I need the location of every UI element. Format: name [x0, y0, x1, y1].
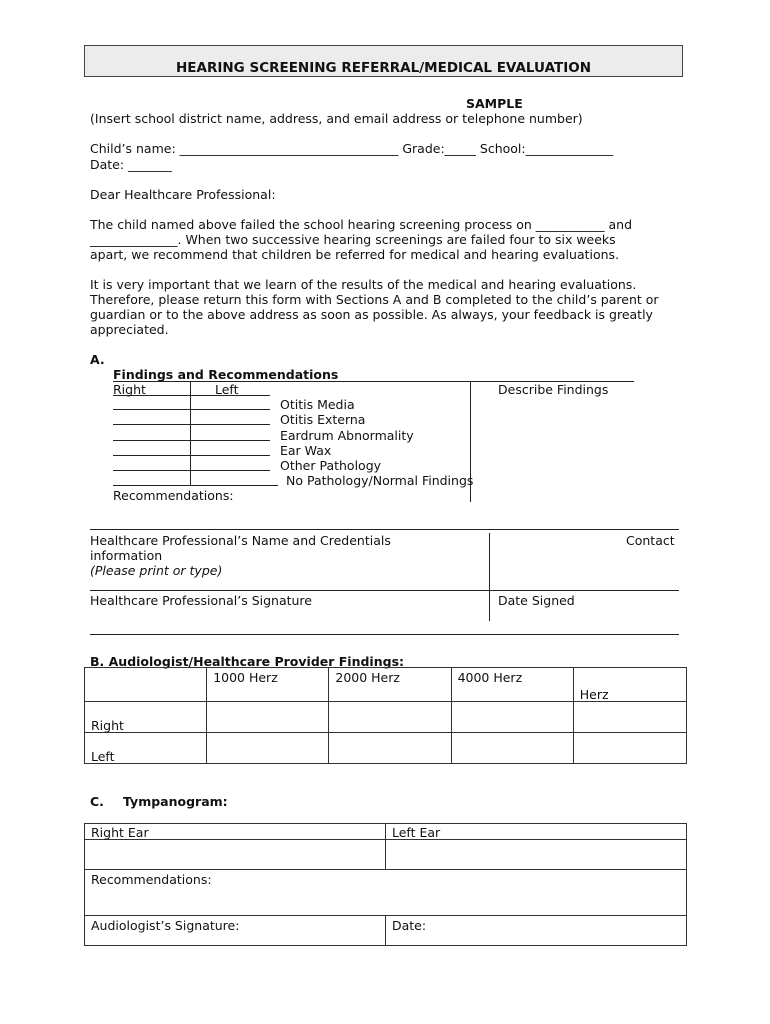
- table-cell[interactable]: [329, 733, 451, 764]
- table-cell[interactable]: [451, 702, 573, 733]
- finding-blank[interactable]: [113, 470, 270, 471]
- title-box: [84, 45, 683, 77]
- left-ear-header: Left Ear: [386, 824, 687, 840]
- row-label: Left: [85, 733, 207, 764]
- finding-blank[interactable]: [113, 409, 270, 410]
- prof-bottom-rule: [90, 634, 679, 635]
- table-cell[interactable]: [573, 733, 686, 764]
- table-cell[interactable]: [207, 702, 329, 733]
- finding-eardrum: Eardrum Abnormality: [280, 428, 414, 443]
- finding-otitis-externa: Otitis Externa: [280, 412, 366, 427]
- prof-name-label: Healthcare Professional’s Name and Credentials: [90, 533, 391, 548]
- prof-name-hint: (Please print or type): [90, 563, 223, 578]
- contact-label: Contact: [626, 533, 675, 548]
- tympanogram-table: [84, 823, 687, 946]
- describe-findings-label: Describe Findings: [498, 382, 609, 397]
- finding-blank[interactable]: [113, 455, 270, 456]
- column-header: 2000 Herz: [329, 668, 451, 702]
- prof-signature-label: Healthcare Professional’s Signature: [90, 593, 312, 608]
- insert-note: (Insert school district name, address, and email address or telephone number): [90, 111, 583, 126]
- section-c-label: C.: [90, 794, 104, 809]
- col-right-label: Right: [113, 382, 146, 397]
- para2-line1: It is very important that we learn of the results of the medical and hearing evaluations.: [90, 277, 637, 292]
- audiologist-date-cell[interactable]: Date:: [386, 916, 687, 946]
- greeting: Dear Healthcare Professional:: [90, 187, 276, 202]
- table-cell[interactable]: [451, 733, 573, 764]
- finding-blank[interactable]: [113, 424, 270, 425]
- form-title: HEARING SCREENING REFERRAL/MEDICAL EVALUATION: [176, 60, 591, 76]
- prof-top-rule: [90, 529, 679, 530]
- section-c-heading: Tympanogram:: [123, 794, 228, 809]
- right-ear-cell[interactable]: [85, 840, 386, 870]
- prof-name-label-2: information: [90, 548, 163, 563]
- recommendations-label: Recommendations:: [113, 488, 234, 503]
- para2-line2: Therefore, please return this form with Sections A and B completed to the child’s parent or: [90, 292, 659, 307]
- date-line[interactable]: Date: _______: [90, 157, 172, 172]
- prof-mid-rule: [90, 590, 679, 591]
- table-cell[interactable]: [573, 702, 686, 733]
- table-cell[interactable]: [207, 733, 329, 764]
- para2-line4: appreciated.: [90, 322, 169, 337]
- right-ear-header: Right Ear: [85, 824, 386, 840]
- column-header: Herz: [573, 668, 686, 702]
- table-corner-cell: [85, 668, 207, 702]
- para1-line2: ______________. When two successive hearing screenings are failed four to six weeks: [90, 232, 616, 247]
- finding-other: Other Pathology: [280, 458, 382, 473]
- column-header: 1000 Herz: [207, 668, 329, 702]
- sample-label: SAMPLE: [466, 96, 523, 111]
- section-a-heading: Findings and Recommendations: [113, 367, 339, 382]
- para1-line1: The child named above failed the school hearing screening process on ___________ and: [90, 217, 633, 232]
- finding-otitis-media: Otitis Media: [280, 397, 355, 412]
- prof-divider: [489, 533, 490, 621]
- section-b-heading: B. Audiologist/Healthcare Provider Findings:: [90, 654, 405, 669]
- left-ear-cell[interactable]: [386, 840, 687, 870]
- col-header-rule: [113, 395, 270, 396]
- audiology-table: [84, 667, 687, 764]
- row-label: Right: [85, 702, 207, 733]
- column-header: 4000 Herz: [451, 668, 573, 702]
- finding-blank[interactable]: [113, 485, 278, 486]
- child-info-line[interactable]: Child’s name: ___________________________________ Grade:_____ School:______________: [90, 141, 614, 156]
- col-left-label: Left: [215, 382, 239, 397]
- audiologist-signature-cell[interactable]: Audiologist’s Signature:: [85, 916, 386, 946]
- finding-ear-wax: Ear Wax: [280, 443, 332, 458]
- section-a-label: A.: [90, 352, 105, 367]
- finding-normal: No Pathology/Normal Findings: [286, 473, 474, 488]
- para1-line3: apart, we recommend that children be referred for medical and hearing evaluations.: [90, 247, 620, 262]
- date-signed-label: Date Signed: [498, 593, 575, 608]
- para2-line3: guardian or to the above address as soon as possible. As always, your feedback is greatly: [90, 307, 653, 322]
- table-cell[interactable]: [329, 702, 451, 733]
- recommendations-cell[interactable]: Recommendations:: [85, 870, 687, 916]
- finding-blank[interactable]: [113, 440, 270, 441]
